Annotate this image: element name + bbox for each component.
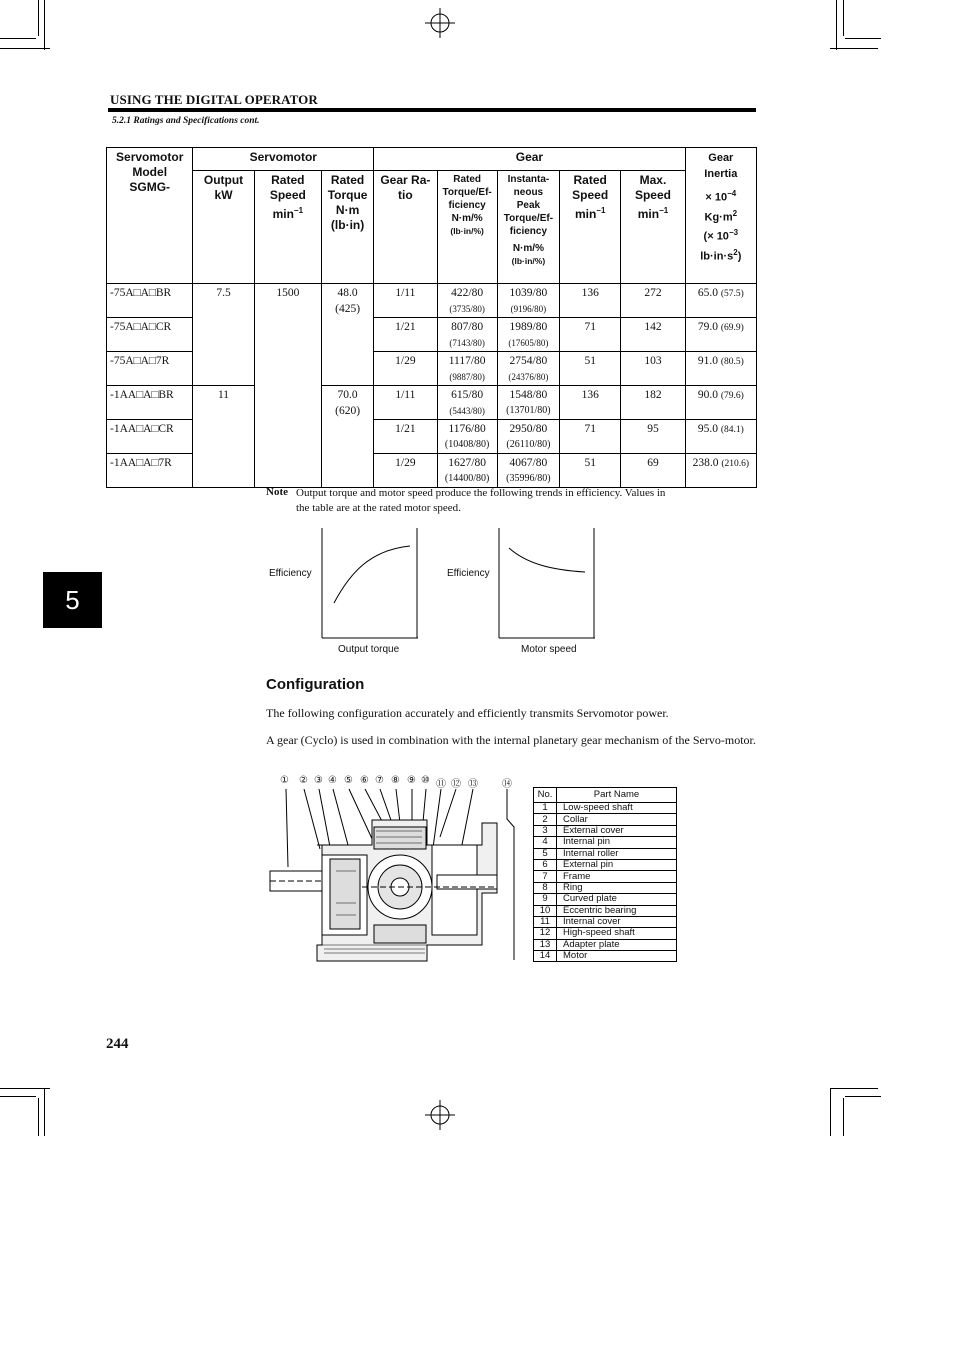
cell-ratio: 1/29: [374, 352, 437, 386]
note-text: Output torque and motor speed produce the following trends in efficiency. Values in the table are at the rated motor speed.: [296, 487, 666, 514]
cell-rated-torque-eff: 1627/80 (14400/80): [437, 454, 497, 488]
cell-rated-torque: [321, 454, 373, 488]
cell-output: 7.5: [193, 284, 254, 318]
cell-rated-torque: [321, 420, 373, 454]
col-max-speed: Max. Speed $\min^{-1}$: [621, 171, 685, 284]
cell-output: 11: [193, 386, 254, 420]
left-chart-xlabel: Output torque: [338, 644, 400, 655]
right-chart-xlabel: Motor speed: [521, 644, 577, 655]
cell-rated-torque: [321, 318, 373, 352]
cell-inertia: 79.0 (69.9): [685, 318, 756, 352]
callout-6: ⑥: [360, 775, 369, 786]
section-subtitle: 5.2.1 Ratings and Specifications cont.: [112, 116, 260, 126]
specification-table: [106, 147, 757, 488]
callout-13: ⑬: [468, 779, 478, 790]
header-rule: [108, 108, 756, 112]
col-gear-rated-torque: Rated Torque/Ef- ficiency N·m/% (lb·in/%): [437, 171, 497, 284]
motor-speed-efficiency-curve: [497, 528, 597, 640]
cell-model: -75A□A□7R: [107, 352, 193, 386]
cell-ratio: 1/21: [374, 420, 437, 454]
col-peak-torque: Instanta- neous Peak Torque/Ef- ficiency N·m/% (lb·in/%): [497, 171, 559, 284]
cell-ratio: 1/11: [374, 284, 437, 318]
callout-11: ⑪: [436, 779, 446, 790]
cell-gear-rated-speed: 71: [560, 420, 621, 454]
callout-1: ①: [280, 775, 289, 786]
group-servomotor: Servomotor: [193, 148, 374, 171]
cell-max-speed: 103: [621, 352, 685, 386]
cell-peak-torque: 1989/80 (17605/80): [497, 318, 559, 352]
table-row: 12 High-speed shaft: [534, 928, 677, 939]
table-header-row-1: [107, 148, 757, 171]
table-row: 9 Curved plate: [534, 894, 677, 905]
cell-ratio: 1/11: [374, 386, 437, 420]
cell-ratio: 1/21: [374, 318, 437, 352]
table-row: 1 Low-speed shaft: [534, 803, 677, 814]
callout-7: ⑦: [375, 775, 384, 786]
col-output: Output kW: [193, 171, 254, 284]
chapter-tab: 5: [43, 572, 102, 628]
cell-rated-torque: 70.0 (620): [321, 386, 373, 420]
cell-gear-rated-speed: 136: [560, 284, 621, 318]
cell-gear-rated-speed: 51: [560, 352, 621, 386]
cell-gear-rated-speed: 51: [560, 454, 621, 488]
table-row: [107, 386, 757, 420]
registration-target-top: [425, 8, 455, 38]
table-row: [107, 454, 757, 488]
cell-max-speed: 272: [621, 284, 685, 318]
table-row: 13 Adapter plate: [534, 939, 677, 950]
cell-model: -1AA□A□BR: [107, 386, 193, 420]
output-torque-efficiency-curve: [320, 528, 420, 640]
col-gear-inertia: Gear Inertia × $10^{-4}$ $Kg\cdot m^2$ (× $10^{-3}$ $lb\cdot in\cdot s^2$): [685, 148, 756, 284]
left-chart-ylabel: Efficiency: [269, 568, 312, 579]
col-rated-torque: Rated Torque N·m (lb·in): [321, 171, 373, 284]
note-label: Note: [266, 486, 288, 498]
parts-table-header: [534, 788, 677, 803]
cell-inertia: 91.0 (80.5): [685, 352, 756, 386]
table-row: [107, 352, 757, 386]
callout-14: ⑭: [502, 779, 512, 790]
cell-output: [193, 454, 254, 488]
configuration-paragraph-2: A gear (Cyclo) is used in combination with the internal planetary gear mechanism of the Servo-motor.: [266, 733, 756, 747]
table-row: 4 Internal pin: [534, 837, 677, 848]
table-row: 10 Eccentric bearing: [534, 905, 677, 916]
cell-max-speed: 95: [621, 420, 685, 454]
cell-max-speed: 142: [621, 318, 685, 352]
col-gear-rated-speed: Rated Speed $\min^{-1}$: [560, 171, 621, 284]
cell-rated-torque-eff: 1117/80 (9887/80): [437, 352, 497, 386]
table-row: 7 Frame: [534, 871, 677, 882]
col-gear-ratio: Gear Ra- tio: [374, 171, 437, 284]
group-gear: Gear: [374, 148, 685, 171]
page-number: 244: [106, 1036, 129, 1052]
callout-4: ④: [328, 775, 337, 786]
table-row: 11 Internal cover: [534, 916, 677, 927]
cell-peak-torque: 1039/80 (9196/80): [497, 284, 559, 318]
cell-model: -75A□A□BR: [107, 284, 193, 318]
table-row: 14 Motor: [534, 951, 677, 962]
cell-inertia: 95.0 (84.1): [685, 420, 756, 454]
cell-max-speed: 69: [621, 454, 685, 488]
callout-5: ⑤: [344, 775, 353, 786]
cell-peak-torque: 4067/80 (35996/80): [497, 454, 559, 488]
cell-peak-torque: 2754/80 (24376/80): [497, 352, 559, 386]
configuration-paragraph-1: The following configuration accurately and efficiently transmits Servomotor power.: [266, 706, 669, 720]
cell-output: [193, 352, 254, 386]
table-row: [107, 284, 757, 318]
cell-inertia: 238.0 (210.6): [685, 454, 756, 488]
cell-rated-torque: 48.0 (425): [321, 284, 373, 318]
cell-output: [193, 318, 254, 352]
gear-cross-section-diagram: [262, 775, 527, 965]
parts-head-name: Part Name: [557, 788, 677, 803]
table-header-row-2: [107, 171, 757, 284]
cell-peak-torque: 2950/80 (26110/80): [497, 420, 559, 454]
callout-3: ③: [314, 775, 323, 786]
cell-output: [193, 420, 254, 454]
registration-target-bottom: [425, 1100, 455, 1130]
cell-gear-rated-speed: 71: [560, 318, 621, 352]
cell-rated-torque-eff: 807/80 (7143/80): [437, 318, 497, 352]
cell-gear-rated-speed: 136: [560, 386, 621, 420]
cell-ratio: 1/29: [374, 454, 437, 488]
cell-model: -1AA□A□7R: [107, 454, 193, 488]
cell-rated-torque-eff: 615/80 (5443/80): [437, 386, 497, 420]
callout-9: ⑨: [407, 775, 416, 786]
gear-drawing: [262, 775, 527, 965]
cell-peak-torque: 1548/80 (13701/80): [497, 386, 559, 420]
table-row: [107, 420, 757, 454]
table-row: 3 External cover: [534, 825, 677, 836]
cell-model: -1AA□A□CR: [107, 420, 193, 454]
cell-max-speed: 182: [621, 386, 685, 420]
col-model: Servomotor Model SGMG-: [107, 148, 193, 284]
parts-head-no: No.: [534, 788, 557, 803]
cell-inertia: 90.0 (79.6): [685, 386, 756, 420]
cell-rated-torque-eff: 422/80 (3735/80): [437, 284, 497, 318]
table-row: 2 Collar: [534, 814, 677, 825]
running-header: USING THE DIGITAL OPERATOR: [110, 92, 318, 107]
right-chart-ylabel: Efficiency: [447, 568, 490, 579]
col-rated-speed: Rated Speed $\min^{-1}$: [254, 171, 321, 284]
table-row: 6 External pin: [534, 859, 677, 870]
cell-inertia: 65.0 (57.5): [685, 284, 756, 318]
callout-8: ⑧: [391, 775, 400, 786]
callout-2: ②: [299, 775, 308, 786]
configuration-heading: Configuration: [266, 676, 365, 693]
table-row: [107, 318, 757, 352]
cell-model: -75A□A□CR: [107, 318, 193, 352]
cell-rated-torque: [321, 352, 373, 386]
callout-10: ⑩: [421, 775, 430, 786]
parts-table: [533, 787, 677, 962]
callout-12: ⑫: [451, 779, 461, 790]
table-row: 8 Ring: [534, 882, 677, 893]
table-row: 5 Internal roller: [534, 848, 677, 859]
cell-rated-speed: 1500: [254, 284, 321, 488]
cell-rated-torque-eff: 1176/80 (10408/80): [437, 420, 497, 454]
